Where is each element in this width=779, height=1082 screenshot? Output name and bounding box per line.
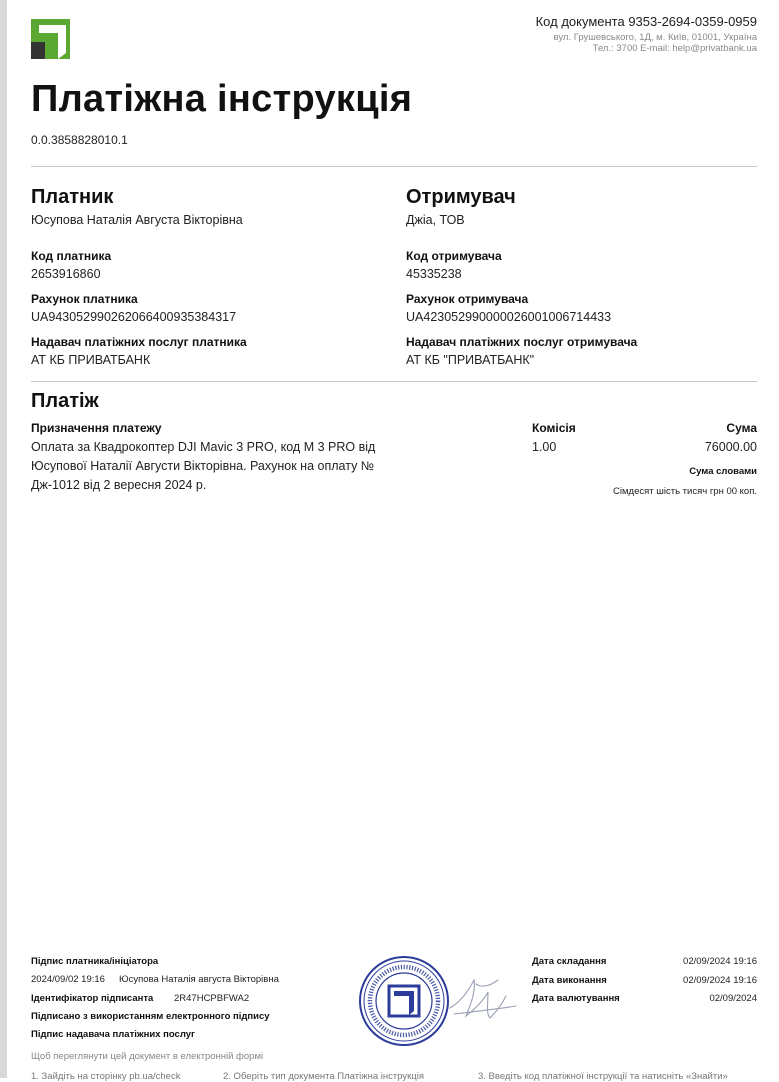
recipient-code-label: Код отримувача [406,249,502,263]
address-line: вул. Грушевського, 1Д, м. Київ, 01001, Україна [553,32,757,43]
check-step-1: 1. Зайдіть на сторінку pb.ua/check [31,1071,181,1082]
payer-sign-label: Підпис платника/ініціатора [31,956,159,967]
view-hint: Щоб переглянути цей документ в електронній формі [31,1051,264,1062]
commission-label: Комісія [532,421,576,435]
provider-sign-label: Підпис надавача платіжних послуг [31,1029,195,1040]
payer-account-label: Рахунок платника [31,292,138,306]
date-value-label: Дата валютування [532,993,620,1004]
recipient-heading: Отримувач [406,186,516,208]
recipient-provider: АТ КБ "ПРИВАТБАНК" [406,353,535,367]
payment-purpose: Оплата за Квадрокоптер DJI Mavic 3 PRO, код M 3 PRO від Юсупової Наталії Августи Вікторівна. Рахунок на оплату № Дж-1012 від 2 вересня 2024 р. [31,440,376,492]
document-number: 0.0.3858828010.1 [31,133,128,147]
payer-provider: АТ КБ ПРИВАТБАНК [31,353,151,367]
recipient-provider-label: Надавач платіжних послуг отримувача [406,335,638,349]
privatbank-logo [31,19,70,59]
payer-heading: Платник [31,186,114,208]
commission-value: 1.00 [532,440,557,454]
date-value: 02/09/2024 [709,993,757,1004]
sum-label: Сума [726,421,757,435]
signer-id-label: Ідентифікатор підписанта [31,993,154,1004]
recipient-account: UA423052990000026001006714433 [406,310,612,324]
recipient-name: Джіа, ТОВ [406,213,465,227]
handwritten-signature [446,962,526,1032]
bank-stamp [358,955,450,1047]
recipient-account-label: Рахунок отримувача [406,292,529,306]
sum-value: 76000.00 [704,440,757,454]
left-edge-shadow [0,0,7,1078]
date-executed-label: Дата виконання [532,975,607,986]
divider [31,381,757,382]
sum-words: Сімдесят шість тисяч грн 00 коп. [613,486,757,497]
signer-id: 2R47HCPBFWA2 [174,993,250,1004]
page-title: Платіжна інструкція [31,78,413,120]
payment-heading: Платіж [31,390,99,412]
document-code: Код документа 9353-2694-0359-0959 [535,14,757,29]
payer-account: UA943052990262066400935384317 [31,310,237,324]
payer-code: 2653916860 [31,267,101,281]
payer-sign-date: 2024/09/02 19:16 [31,974,105,985]
sum-words-label: Сума словами [689,466,757,477]
check-step-2: 2. Оберіть тип документа Платіжна інструкція [223,1071,424,1082]
divider [31,166,757,167]
bank-address [554,32,757,54]
date-executed: 02/09/2024 19:16 [683,975,757,986]
payer-code-label: Код платника [31,249,112,263]
payer-sign-name: Юсупова Наталія августа Вікторівна [119,974,279,985]
date-created-label: Дата складання [532,956,607,967]
contacts-line: Тел.: 3700 E-mail: help@privatbank.ua [592,43,757,54]
payer-provider-label: Надавач платіжних послуг платника [31,335,247,349]
date-created: 02/09/2024 19:16 [683,956,757,967]
payer-name: Юсупова Наталія Августа Вікторівна [31,213,243,227]
e-signed-note: Підписано з використанням електронного підпису [31,1011,270,1022]
recipient-code: 45335238 [406,267,462,281]
check-step-3: 3. Введіть код платіжної інструкції та натисніть «Знайти» [478,1071,728,1082]
purpose-label: Призначення платежу [31,421,162,435]
